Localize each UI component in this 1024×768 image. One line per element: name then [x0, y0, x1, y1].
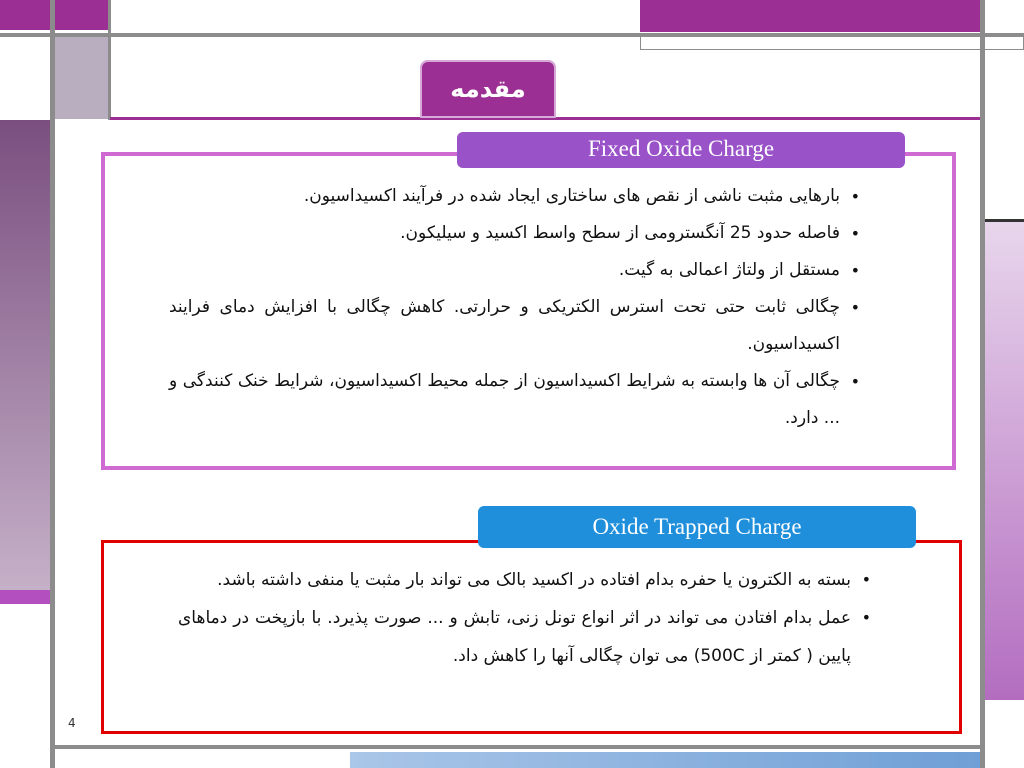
list-item: • فاصله حدود 25 آنگسترومی از سطح واسط اکسید و سیلیکون.: [169, 215, 862, 252]
decor-right-gradient: [985, 222, 1024, 700]
decor-top-right-purple: [640, 0, 980, 32]
list-item: • چگالی ثابت حتی تحت استرس الکتریکی و حرارتی. کاهش چگالی با افزایش دمای فرایند اکسیداسیون.: [169, 289, 862, 363]
fixed-charge-box: [101, 152, 956, 470]
bullet-icon: •: [861, 608, 871, 627]
list-item: • مستقل از ولتاژ اعمالی به گیت.: [169, 252, 862, 289]
decor-left-purple-strip: [0, 590, 50, 604]
decor-right-hline: [985, 219, 1024, 222]
bullet-icon: •: [850, 224, 860, 243]
fixed-charge-heading: Fixed Oxide Charge: [457, 132, 905, 168]
page-title: مقدمه: [450, 75, 526, 103]
bullet-icon: •: [850, 187, 860, 206]
bullet-icon: •: [850, 372, 860, 391]
decor-top-left-purple: [0, 0, 110, 30]
decor-left-lilac-block: [55, 37, 110, 119]
list-item: • چگالی آن ها وابسته به شرایط اکسیداسیون از جمله محیط اکسیداسیون، شرایط خنک کنندگی و ... دارد.: [169, 363, 862, 437]
decor-left-vline: [50, 0, 55, 768]
decor-top-right-box: [640, 36, 1024, 50]
bullet-icon: •: [850, 298, 860, 317]
list-item: • عمل بدام افتادن می تواند در اثر انواع تونل زنی، تابش و ... صورت پذیرد. با بازپخت در دماهای پایین ( کمتر از 500C) می توان چگالی آنها را کاهش داد.: [178, 599, 873, 675]
bullet-icon: •: [850, 261, 860, 280]
trapped-charge-heading: Oxide Trapped Charge: [478, 506, 916, 548]
decor-bottom-blue-bar: [350, 752, 980, 768]
decor-bottom-hline: [55, 745, 980, 749]
list-item: • بسته به الکترون یا حفره بدام افتاده در اکسید بالک می تواند بار مثبت یا منفی داشته باشد.: [178, 561, 873, 599]
page-number: 4: [68, 716, 76, 730]
decor-left-vline-2: [108, 0, 111, 120]
trapped-charge-box: [101, 540, 962, 734]
bullet-icon: •: [861, 570, 871, 589]
title-tab: [420, 60, 556, 118]
decor-left-gradient: [0, 120, 50, 590]
trapped-charge-list: [178, 561, 873, 675]
fixed-charge-list: [169, 178, 862, 437]
list-item: • بارهایی مثبت ناشی از نقص های ساختاری ایجاد شده در فرآیند اکسیداسیون.: [169, 178, 862, 215]
